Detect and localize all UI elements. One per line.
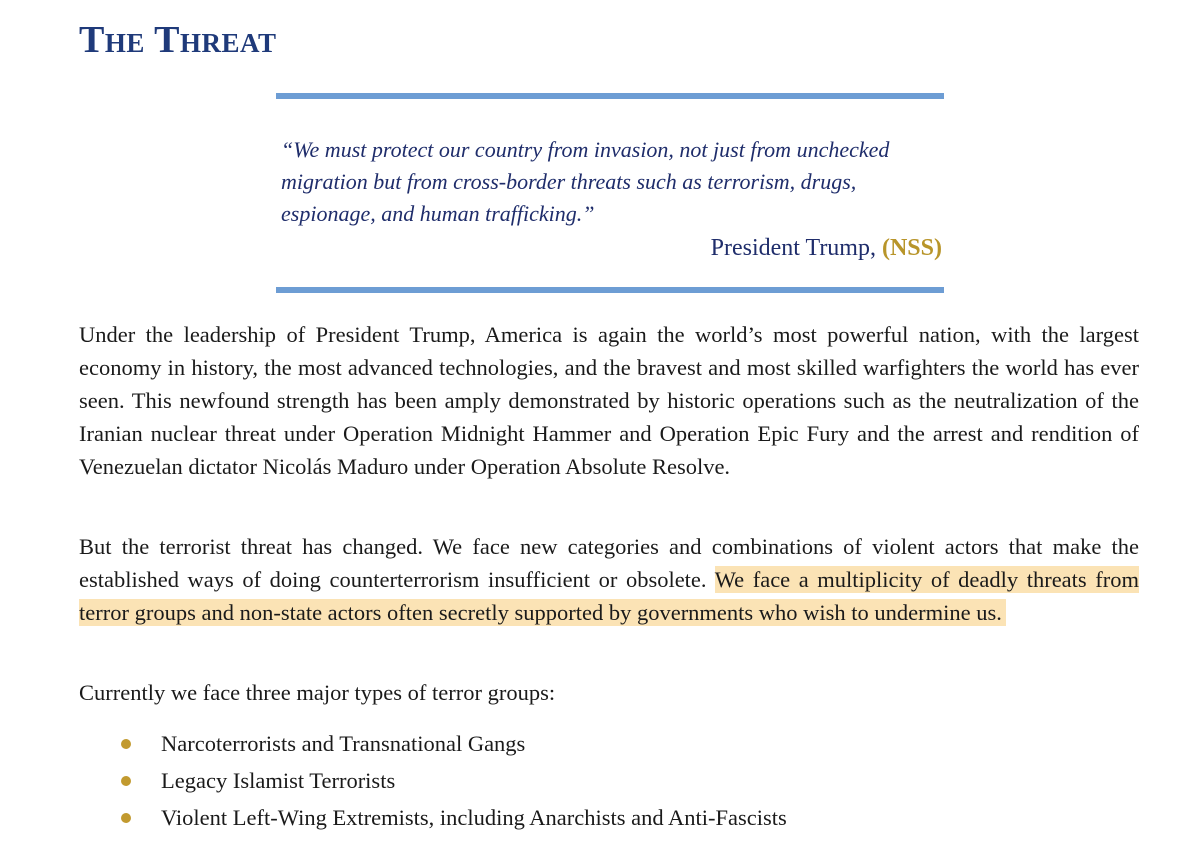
highlighted-text: We face a multiplicity of deadly threats from terror groups and non-state actors often secretly supported by governments who wish to undermine us. [79, 567, 1139, 625]
list-item-text: Legacy Islamist Terrorists [161, 768, 396, 793]
quote-attribution [711, 235, 942, 262]
section-heading: The Threat [79, 19, 277, 61]
list-item-text: Narcoterrorists and Transnational Gangs [161, 731, 526, 756]
body-paragraph-2 [79, 530, 1139, 629]
body-paragraph-1: Under the leadership of President Trump, America is again the world’s most powerful nation, with the largest economy in history, the most advanced technologies, and the bravest and most skilled warfighters the world has ever seen. This newfound strength has been amply demonstrated by historic operations such as the neutralization of the Iranian nuclear threat under Operation Midnight Hammer and Operation Epic Fury and the arrest and rendition of Venezuelan dictator Nicolás Maduro under Operation Absolute Resolve. [79, 322, 1139, 479]
bullet-icon [121, 739, 131, 749]
list-item-text: Violent Left-Wing Extremists, including Anarchists and Anti-Fascists [161, 805, 787, 830]
attribution-source: (NSS) [881, 235, 942, 261]
quote-bottom-rule [276, 287, 944, 293]
paragraph-2-text: But the terrorist threat has changed. We face new categories and combinations of violent actors that make the established ways of doing counterterrorism insufficient or obsolete. [79, 534, 1139, 592]
attribution-name: President Trump, [710, 235, 882, 261]
bullet-icon [121, 776, 131, 786]
body-paragraph-3: Currently we face three major types of terror groups: [79, 680, 556, 705]
pull-quote-text: “We must protect our country from invasion, not just from unchecked migration but from cross-border threats such as terrorism, drugs, espionage, and human trafficking.” [281, 137, 890, 226]
quote-top-rule [276, 93, 944, 99]
bullet-icon [121, 813, 131, 823]
